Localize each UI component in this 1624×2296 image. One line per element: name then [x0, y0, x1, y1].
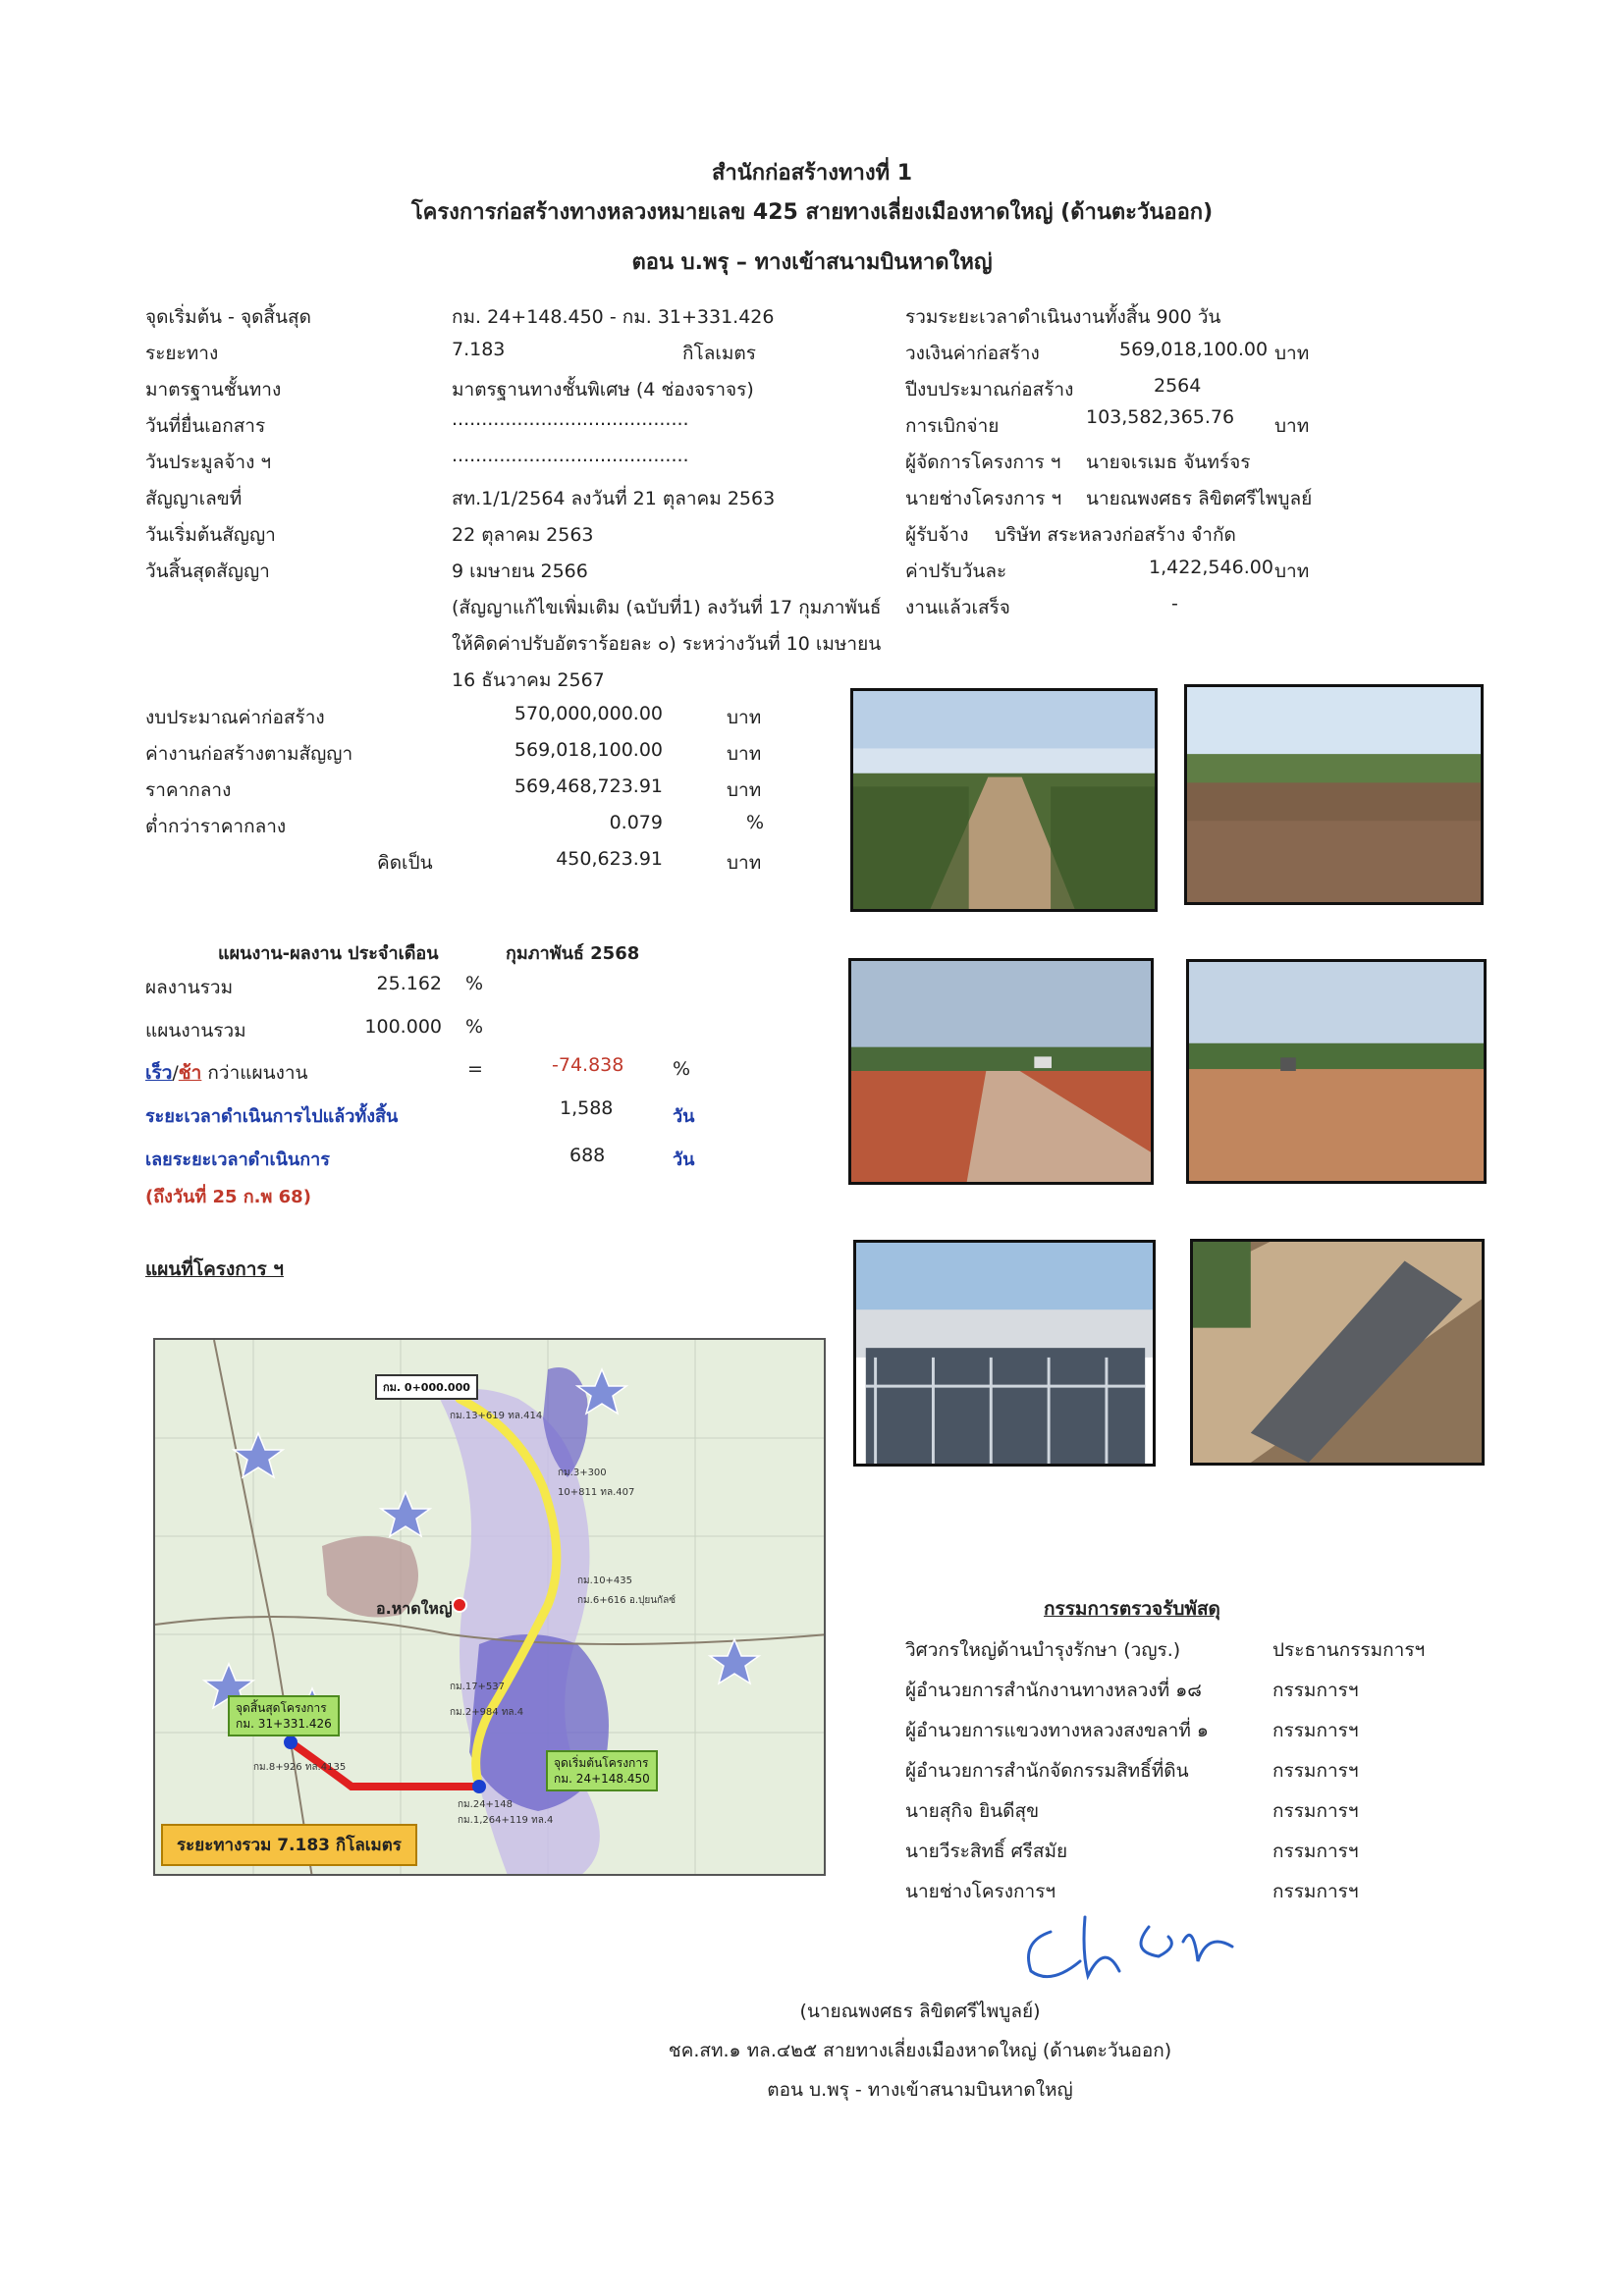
progress-heading: แผนงาน-ผลงาน ประจำเดือน — [218, 943, 439, 964]
info-value: 103,582,365.76 — [1086, 406, 1235, 428]
plan-value: 100.000 — [364, 1016, 442, 1038]
map-label: กม.17+537 — [450, 1682, 506, 1692]
member-name: ผู้อำนวยการสำนักงานทางหลวงที่ ๑๘ — [905, 1680, 1202, 1701]
info-unit: บาท — [1274, 561, 1310, 582]
info-value: 569,018,100.00 — [1119, 339, 1269, 360]
budget-unit: บาท — [727, 707, 762, 728]
budget-value: 569,468,723.91 — [514, 775, 663, 797]
map-label: กม.8+926 ทล.4135 — [253, 1762, 347, 1773]
budget-label: คิดเป็น — [377, 852, 433, 874]
diff-unit: % — [673, 1058, 691, 1080]
member-name: นายสุกิจ ยินดีสุข — [905, 1800, 1040, 1822]
info-label: วันที่ยื่นเอกสาร — [145, 415, 266, 437]
header-line-3: ตอน บ.พรุ – ทางเข้าสนามบินหาดใหญ่ — [631, 250, 993, 275]
header-line-1: สำนักก่อสร้างทางที่ 1 — [711, 161, 913, 186]
budget-label: งบประมาณค่าก่อสร้าง — [145, 707, 325, 728]
diff-label — [145, 1058, 308, 1088]
plan-label: แผนงานรวม — [145, 1020, 246, 1041]
info-label: งานแล้วเสร็จ — [905, 597, 1010, 618]
contract-note: (สัญญาแก้ไขเพิ่มเติม (ฉบับที่1) ลงวันที่ 17 กุมภาพันธ์ — [452, 597, 882, 618]
overdue-label: เลยระยะเวลาดำเนินการ — [145, 1149, 330, 1170]
map-label: กม.2+984 ทล.4 — [450, 1707, 524, 1718]
info-label: ผู้รับจ้าง — [905, 524, 969, 546]
info-label: สัญญาเลขที่ — [145, 488, 243, 509]
info-label: ผู้จัดการโครงการ ฯ — [905, 452, 1061, 473]
signer-position-1: ชค.สท.๑ ทล.๔๒๕ สายทางเลี่ยงเมืองหาดใหญ่ (ด้านตะวันออก) — [668, 2040, 1172, 2061]
info-unit: บาท — [1274, 415, 1310, 437]
info-label: การเบิกจ่าย — [905, 415, 1000, 437]
info-value: นายณพงศธร ลิขิตศรีไพบูลย์ — [1086, 488, 1313, 509]
info-value: ........................................ — [452, 408, 689, 430]
start-callout-km: กม. 24+148.450 — [554, 1772, 650, 1786]
km0-callout: กม. 0+000.000 — [375, 1374, 478, 1400]
info-value: บริษัท สระหลวงก่อสร้าง จำกัด — [995, 524, 1236, 546]
info-value: ........................................ — [452, 445, 689, 466]
elapsed-value: 1,588 — [560, 1097, 614, 1119]
info-value: กม. 24+148.450 - กม. 31+331.426 — [452, 306, 775, 328]
budget-value: 0.079 — [609, 812, 663, 833]
asof-note: (ถึงวันที่ 25 ก.พ 68) — [145, 1187, 311, 1207]
member-name: ผู้อำนวยการสำนักจัดกรรมสิทธิ์ที่ดิน — [905, 1760, 1189, 1782]
map-heading: แผนที่โครงการ ฯ — [145, 1258, 284, 1280]
city-label: อ.หาดใหญ่ — [376, 1599, 453, 1618]
member-name: ผู้อำนวยการแขวงทางหลวงสงขลาที่ ๑ — [905, 1720, 1209, 1741]
info-label: นายช่างโครงการ ฯ — [905, 488, 1062, 509]
committee-heading: กรรมการตรวจรับพัสดุ — [1044, 1598, 1220, 1620]
info-value: 2564 — [1154, 375, 1202, 397]
fast-text: เร็ว — [145, 1062, 173, 1084]
diff-suffix: กว่าแผนงาน — [201, 1062, 308, 1084]
slow-text: ช้า — [178, 1062, 202, 1084]
map-distance-footer: ระยะทางรวม 7.183 กิโลเมตร — [161, 1824, 417, 1866]
member-role: กรรมการฯ — [1272, 1841, 1359, 1862]
elapsed-label: ระยะเวลาดำเนินการไปแล้วทั้งสิ้น — [145, 1106, 399, 1127]
budget-unit: บาท — [727, 743, 762, 765]
handwritten-signature — [1011, 1902, 1247, 1991]
budget-value: 569,018,100.00 — [514, 739, 663, 761]
member-role: กรรมการฯ — [1272, 1720, 1359, 1741]
site-photo-6 — [1190, 1239, 1485, 1466]
member-role: กรรมการฯ — [1272, 1760, 1359, 1782]
site-photo-4 — [1186, 959, 1487, 1184]
map-label: กม.3+300 — [558, 1468, 607, 1478]
budget-value: 450,623.91 — [556, 848, 663, 870]
diff-value: -74.838 — [552, 1054, 624, 1076]
info-value: 1,422,546.00 — [1149, 557, 1273, 578]
end-callout-km: กม. 31+331.426 — [236, 1717, 332, 1731]
budget-unit: % — [746, 812, 765, 833]
info-label: ค่าปรับวันละ — [905, 561, 1007, 582]
info-value: นายจเรเมธ จันทร์จร — [1086, 452, 1251, 473]
plan-unit: % — [465, 1016, 484, 1038]
info-label: วันเริ่มต้นสัญญา — [145, 524, 276, 546]
info-label: ระยะทาง — [145, 343, 219, 364]
overdue-unit: วัน — [673, 1149, 695, 1170]
budget-unit: บาท — [727, 852, 762, 874]
budget-label: ราคากลาง — [145, 779, 232, 801]
budget-unit: บาท — [727, 779, 762, 801]
site-photo-5 — [853, 1240, 1156, 1467]
contract-note: 16 ธันวาคม 2567 — [452, 669, 605, 691]
budget-label: ต่ำกว่าราคากลาง — [145, 816, 287, 837]
header-line-2: โครงการก่อสร้างทางหลวงหมายเลข 425 สายทางเลี่ยงเมืองหาดใหญ่ (ด้านตะวันออก) — [410, 200, 1214, 225]
info-value: 9 เมษายน 2566 — [452, 561, 588, 582]
signer-position-2: ตอน บ.พรุ - ทางเข้าสนามบินหาดใหญ่ — [767, 2079, 1073, 2101]
signer-name: (นายณพงศธร ลิขิตศรีไพบูลย์) — [799, 2001, 1041, 2022]
start-point-callout — [546, 1750, 658, 1791]
info-label: รวมระยะเวลาดำเนินงานทั้งสิ้น 900 วัน — [905, 306, 1221, 328]
budget-label: ค่างานก่อสร้างตามสัญญา — [145, 743, 353, 765]
map-label: กม.10+435 — [577, 1575, 633, 1586]
info-value: - — [1171, 593, 1178, 614]
member-role: กรรมการฯ — [1272, 1800, 1359, 1822]
info-value: มาตรฐานทางชั้นพิเศษ (4 ช่องจราจร) — [452, 379, 754, 400]
start-callout-title: จุดเริ่มต้นโครงการ — [554, 1756, 649, 1770]
budget-value: 570,000,000.00 — [514, 703, 663, 724]
actual-unit: % — [465, 973, 484, 994]
contract-note: ให้คิดค่าปรับอัตราร้อยละ ๐) ระหว่างวันที่ 10 เมษายน — [452, 633, 882, 655]
info-unit: บาท — [1274, 343, 1310, 364]
site-photo-2 — [1184, 684, 1484, 905]
info-label: ปีงบประมาณก่อสร้าง — [905, 379, 1074, 400]
map-label: กม.1,264+119 ทล.4 — [458, 1815, 554, 1826]
project-map — [153, 1338, 826, 1876]
site-photo-1 — [850, 688, 1158, 912]
site-photo-3 — [848, 958, 1154, 1185]
info-value: สท.1/1/2564 ลงวันที่ 21 ตุลาคม 2563 — [452, 488, 776, 509]
diff-eq: = — [467, 1058, 483, 1080]
member-role: กรรมการฯ — [1272, 1881, 1359, 1902]
member-role: กรรมการฯ — [1272, 1680, 1359, 1701]
info-unit: กิโลเมตร — [682, 343, 756, 364]
actual-label: ผลงานรวม — [145, 977, 234, 998]
slash-text: / — [172, 1062, 179, 1084]
info-label: วันสิ้นสุดสัญญา — [145, 561, 270, 582]
member-role: ประธานกรรมการฯ — [1272, 1639, 1426, 1661]
info-label: จุดเริ่มต้น - จุดสิ้นสุด — [145, 306, 311, 328]
member-name: วิศวกรใหญ่ด้านบำรุงรักษา (วญร.) — [905, 1639, 1181, 1661]
map-label: กม.24+148 — [458, 1799, 514, 1810]
elapsed-unit: วัน — [673, 1106, 695, 1127]
info-label: วงเงินค่าก่อสร้าง — [905, 343, 1040, 364]
end-callout-title: จุดสิ้นสุดโครงการ — [236, 1701, 327, 1715]
map-label: กม.6+616 อ.ปุยนกัลซ์ — [577, 1595, 677, 1606]
progress-month: กุมภาพันธ์ 2568 — [506, 943, 640, 964]
info-value: 7.183 — [452, 339, 506, 360]
map-label: 10+811 ทล.407 — [558, 1487, 635, 1498]
info-value: 22 ตุลาคม 2563 — [452, 524, 594, 546]
end-point-callout — [228, 1695, 340, 1736]
info-label: วันประมูลจ้าง ฯ — [145, 452, 272, 473]
overdue-value: 688 — [569, 1145, 606, 1166]
info-label: มาตรฐานชั้นทาง — [145, 379, 282, 400]
map-label: กม.13+619 ทล.414 — [450, 1411, 543, 1421]
member-name: นายวีระสิทธิ์ ศรีสมัย — [905, 1841, 1068, 1862]
member-name: นายช่างโครงการฯ — [905, 1881, 1056, 1902]
actual-value: 25.162 — [376, 973, 442, 994]
